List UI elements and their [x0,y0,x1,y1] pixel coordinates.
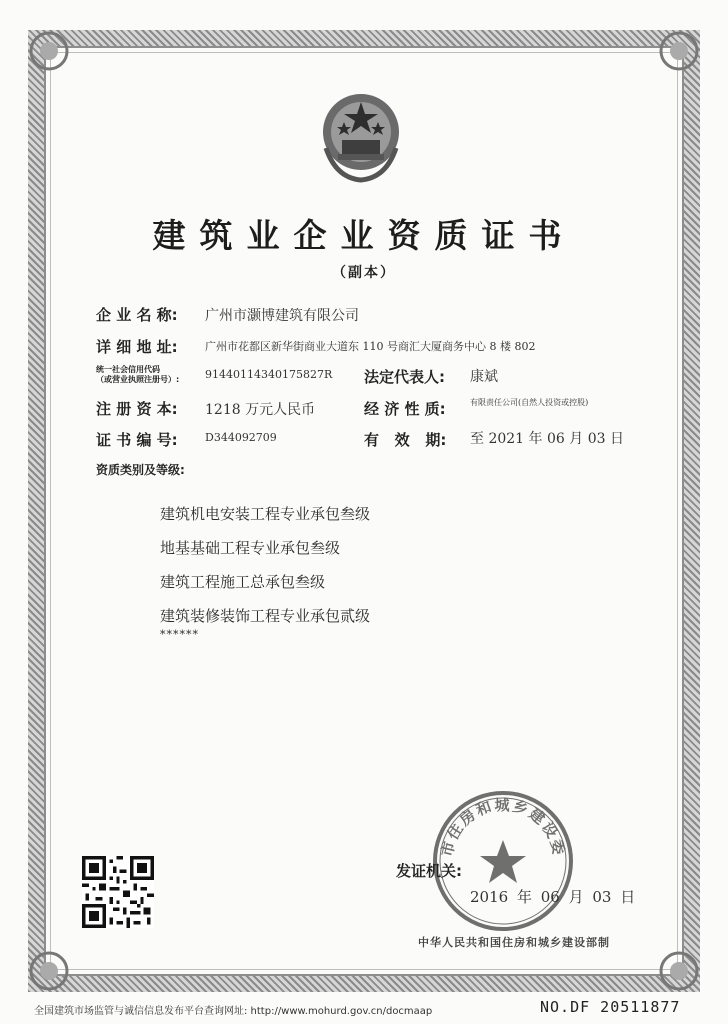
capital-label: 注 册 资 本: [96,400,178,418]
corner-ornament-icon [26,28,72,74]
credit-code-label-line2: （或营业执照注册号）: [96,375,180,384]
credit-code-label [96,365,179,385]
corner-ornament-icon [26,948,72,994]
qualification-item: 建筑工程施工总承包叁级 [160,573,326,591]
cert-no-label: 证 书 编 号: [96,431,178,449]
corner-ornament-icon [656,28,702,74]
issuer-label: 发证机关: [396,862,462,880]
credit-code-value: 91440114340175827R [205,368,333,381]
address-value: 广州市花都区新华街商业大道东 110 号商汇大厦商务中心 8 楼 802 [205,340,536,353]
address-label: 详 细 地 址: [96,338,178,356]
valid-value: 至 2021 年 06 月 03 日 [470,431,624,447]
credit-code-label-line1: 统一社会信用代码 [96,365,160,374]
company-name-label: 企 业 名 称: [96,306,178,324]
qualification-item: 建筑机电安装工程专业承包叁级 [160,505,371,523]
issue-date: 2016 年 06 月 03 日 [470,888,636,906]
econ-type-value: 有限责任公司(自然人投资或控股) [470,398,589,407]
qr-code-icon [82,856,154,928]
ministry-name: 中华人民共和国住房和城乡建设部制 [418,936,610,949]
company-name-value: 广州市灏博建筑有限公司 [205,308,359,324]
national-emblem-icon [316,88,406,184]
query-url-text: 全国建筑市场监管与诚信信息发布平台查询网址: http://www.mohurd.gov.cn/docmaap [34,1006,433,1017]
qualification-label: 资质类别及等级: [96,463,185,477]
legal-rep-label: 法定代表人: [364,368,445,386]
capital-value: 1218 万元人民币 [205,402,316,418]
legal-rep-value: 康斌 [470,369,498,385]
certificate-subtitle: （副本） [332,265,396,281]
corner-ornament-icon [656,948,702,994]
qualification-item: 地基基础工程专业承包叁级 [160,539,341,557]
serial-number: NO.DF 20511877 [540,998,681,1016]
econ-type-label: 经 济 性 质: [364,400,446,418]
qualification-end-marker: ****** [160,628,199,641]
svg-text:广州市住房和城乡建设委员会: 市住房和城乡建设委 [437,796,569,859]
certificate-title: 建筑业企业资质证书 [152,216,576,255]
cert-no-value: D344092709 [205,431,277,444]
valid-label: 有 效 期: [364,431,447,449]
qualification-item: 建筑装修装饰工程专业承包贰级 [160,607,371,625]
